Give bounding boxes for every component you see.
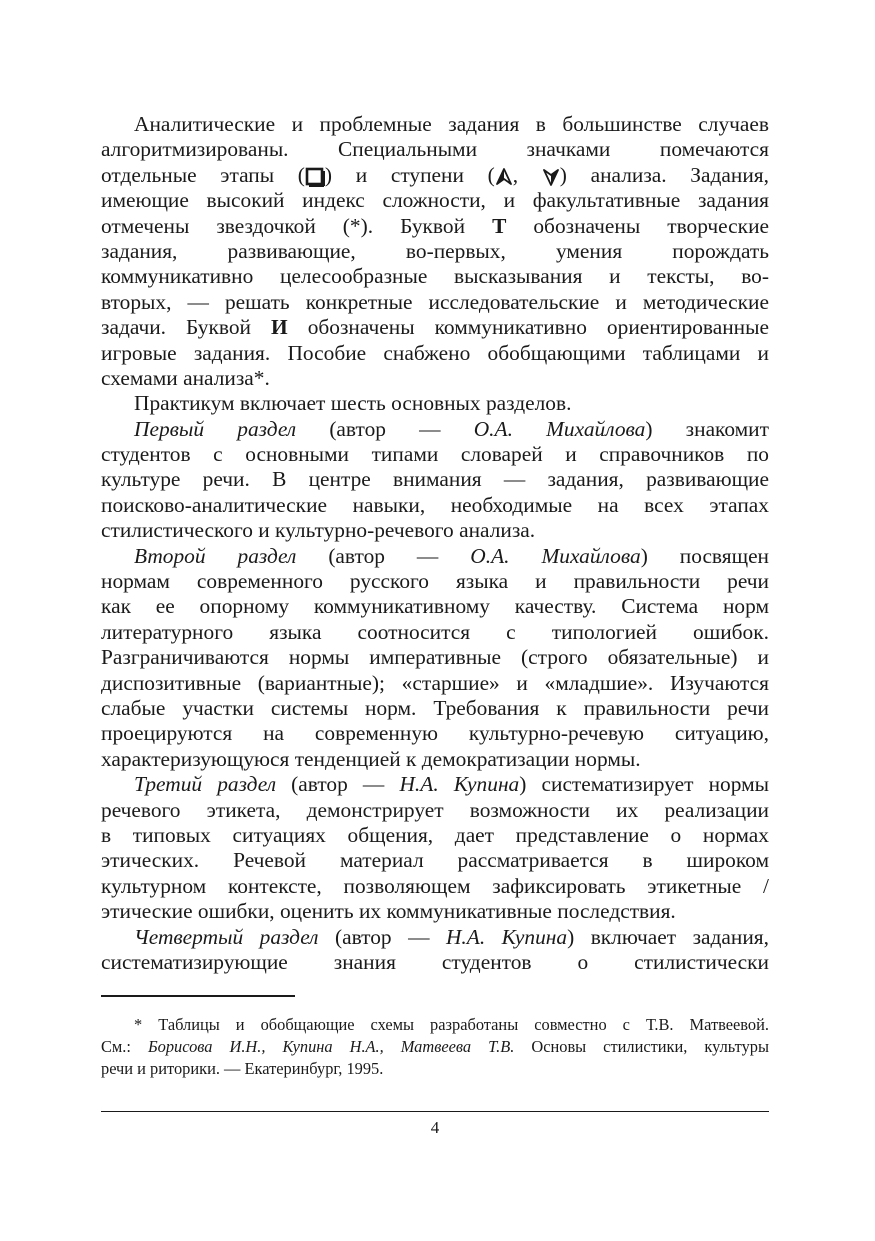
- text-line: алгоритмизированы. Специальными значками помечаются: [101, 137, 769, 162]
- text-line: Разграничиваются нормы императивные (строго обязательные) и: [101, 645, 769, 670]
- text-fragment: задачи. Буквой: [101, 315, 251, 340]
- text-line: этические ошибки, оценить их коммуникативные последствия.: [101, 899, 676, 924]
- footnote-divider: [101, 995, 295, 997]
- text-fragment: обозначены коммуникативно ориентированные: [307, 315, 769, 340]
- footnote-line: речи и риторики. — Екатеринбург, 1995.: [101, 1059, 384, 1078]
- text-line: характеризующуюся тенденцией к демократизации нормы.: [101, 746, 641, 771]
- text-fragment: ) систематизирует нормы: [519, 772, 770, 797]
- text-line: [101, 544, 769, 569]
- text-line: проецируются на современную культурно-речевую ситуацию,: [101, 721, 769, 746]
- footnote-line: [101, 1036, 769, 1058]
- text-line: игровые задания. Пособие снабжено обобщающими таблицами и: [101, 340, 769, 365]
- text-fragment: (автор —: [329, 416, 441, 441]
- text-line: как ее опорному коммуникативному качеству. Система норм: [101, 594, 769, 619]
- square-stage-icon: [305, 167, 325, 187]
- author-name: О.А. Михайлова: [470, 543, 641, 568]
- text-fragment: ) знакомит: [645, 416, 769, 441]
- text-fragment: обозначены творческие: [533, 213, 770, 238]
- author-name: Н.А. Купина: [445, 924, 568, 949]
- text-line: систематизирующие знания студентов о стилистически: [101, 949, 769, 974]
- footnote-line: * Таблицы и обобщающие схемы разработаны совместно с Т.В. Матвеевой.: [134, 1015, 769, 1034]
- section-name: Второй раздел: [134, 543, 297, 568]
- text-fragment: Основы стилистики, культуры: [531, 1037, 769, 1056]
- step-down-arrow-icon: [542, 168, 560, 186]
- text-line: Практикум включает шесть основных разделов.: [134, 391, 572, 416]
- text-fragment: ,: [512, 162, 519, 187]
- main-text: [101, 112, 769, 975]
- step-up-arrow-icon: [495, 168, 513, 186]
- text-fragment: (автор —: [291, 772, 385, 797]
- text-line: схемами анализа*.: [101, 365, 270, 390]
- text-line: [101, 315, 769, 340]
- section-name: Третий раздел: [134, 772, 277, 797]
- text-line: [101, 772, 769, 797]
- text-line: слабые участки системы норм. Требования к правильности речи: [101, 695, 769, 720]
- text-line: диспозитивные (вариантные); «старшие» и «младшие». Изучаются: [101, 670, 769, 695]
- page-bottom-rule: [101, 1111, 769, 1112]
- text-line: поисково-аналитические навыки, необходимые на всех этапах: [101, 492, 769, 517]
- text-fragment: ) включает задания,: [567, 924, 769, 949]
- bold-letter-i: И: [271, 315, 288, 340]
- text-line: вторых, — решать конкретные исследовательские и методические: [101, 289, 769, 314]
- text-line: [101, 163, 769, 188]
- text-line: литературного языка соотносится с типологией ошибок.: [101, 619, 769, 644]
- text-fragment: отмечены звездочкой (*). Буквой: [101, 213, 466, 238]
- footnote: [101, 1014, 769, 1080]
- text-line: этических. Речевой материал рассматривается в широком: [101, 848, 769, 873]
- text-line: в типовых ситуациях общения, дает представление о нормах: [101, 822, 769, 847]
- text-line: [101, 925, 769, 950]
- text-line: имеющие высокий индекс сложности, и факультативные задания: [101, 188, 769, 213]
- section-name: Четвертый раздел: [134, 924, 319, 949]
- text-line: культуре речи. В центре внимания — задания, развивающие: [101, 467, 769, 492]
- text-fragment: (автор —: [334, 924, 430, 949]
- page-number: 4: [430, 1118, 440, 1137]
- text-line: коммуникативно целесообразные высказывания и тексты, во-: [101, 264, 769, 289]
- text-fragment: ) и ступени (: [324, 162, 495, 187]
- text-line: студентов с основными типами словарей и справочников по: [101, 442, 769, 467]
- text-line: стилистического и культурно-речевого анализа.: [101, 518, 536, 543]
- text-fragment: ) анализа. Задания,: [559, 162, 769, 187]
- text-line: задания, развивающие, во-первых, умения порождать: [101, 238, 769, 263]
- text-line: речевого этикета, демонстрирует возможности их реализации: [101, 797, 769, 822]
- section-name: Первый раздел: [134, 416, 297, 441]
- author-name: О.А. Михайлова: [473, 416, 646, 441]
- footnote-authors: Борисова И.Н., Купина Н.А., Матвеева Т.В.: [147, 1037, 515, 1056]
- text-fragment: См.:: [101, 1037, 131, 1056]
- text-fragment: (автор —: [328, 543, 439, 568]
- text-fragment: отдельные этапы (: [101, 162, 305, 187]
- text-line: [101, 214, 769, 239]
- text-fragment: ) посвящен: [640, 543, 770, 568]
- author-name: Н.А. Купина: [399, 772, 520, 797]
- text-line: культурном контексте, позволяющем зафиксировать этикетные /: [101, 873, 769, 898]
- text-line: Аналитические и проблемные задания в большинстве случаев: [134, 112, 769, 136]
- text-line: нормам современного русского языка и правильности речи: [101, 569, 769, 594]
- bold-letter-t: Т: [492, 213, 507, 238]
- text-line: [101, 417, 769, 442]
